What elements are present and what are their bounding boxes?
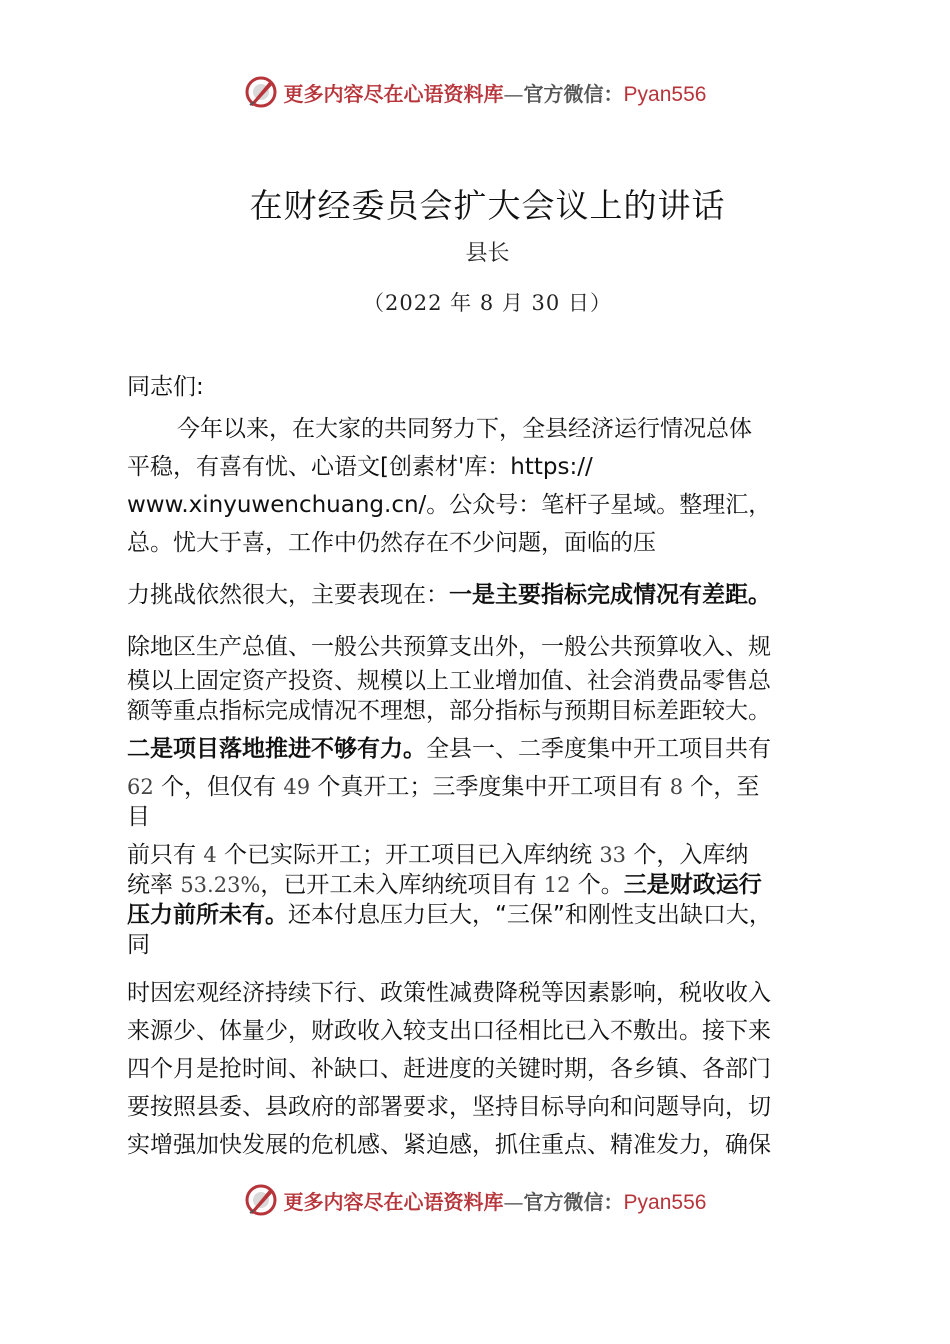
paragraph-line: 实增强加快发展的危机感、紧迫感，抓住重点、精准发力，确保 [127, 1132, 771, 1158]
number-run: 8 [669, 775, 684, 799]
bold-heading-three-cont: 压力前所未有。 [127, 902, 288, 928]
number-run: 33 [599, 843, 627, 867]
paragraph-line: 今年以来，在大家的共同努力下，全县经济运行情况总体 [177, 416, 752, 442]
header-watermark-banner [0, 72, 950, 112]
banner-wechat-id: Pyan556 [623, 82, 707, 106]
text-run: 个。 [570, 872, 624, 898]
number-run: 4 [203, 843, 217, 867]
paragraph-line [127, 900, 847, 930]
bold-heading-one: 一是主要指标完成情况有差距。 [449, 582, 771, 608]
paragraph-line: 除地区生产总值、一般公共预算支出外，一般公共预算收入、规 [127, 634, 771, 660]
paragraph-line [127, 734, 847, 764]
text-run: 个已实际开工；开工项目已入库纳统 [216, 842, 600, 868]
banner-wechat-id: Pyan556 [623, 1190, 707, 1214]
banner-main-text: 更多内容尽在心语资料库 [283, 81, 504, 106]
number-run: 62 [127, 775, 154, 799]
paragraph-line: 时因宏观经济持续下行、政策性减费降税等因素影响，税收收入 [127, 980, 771, 1006]
document-body [127, 368, 847, 1164]
paragraph-line: 目 [127, 804, 150, 830]
salutation: 同志们: [127, 374, 204, 400]
quill-seal-icon [244, 75, 278, 109]
paragraph-line: 要按照县委、县政府的部署要求，坚持目标导向和问题导向，切 [127, 1094, 771, 1120]
document-date: （2022 年 8 月 30 日） [363, 291, 612, 315]
banner-dash: — [503, 81, 524, 106]
footer-watermark-banner [0, 1180, 950, 1220]
banner-dash: — [503, 1189, 524, 1214]
text-run: ，已开工未入库纳统项目有 [260, 872, 544, 898]
bold-heading-two: 二是项目落地推进不够有力。 [127, 736, 426, 762]
text-run: 还本付息压力巨大，“三保”和刚性支出缺口大， [288, 902, 772, 928]
banner-wechat-label: 官方微信： [523, 1189, 624, 1214]
paragraph-line: 来源少、体量少，财政收入较支出口径相比已入不敷出。接下来 [127, 1018, 771, 1044]
text-run: 全县一、二季度集中开工项目共有 [426, 736, 771, 762]
paragraph-line: 同 [127, 932, 150, 958]
document-speaker: 县长 [465, 241, 510, 266]
quill-seal-icon [244, 1183, 278, 1217]
paragraph-line: 额等重点指标完成情况不理想，部分指标与预期目标差距较大。 [127, 698, 771, 724]
text-run: 前只有 [127, 842, 204, 868]
text-run: 力挑战依然很大，主要表现在： [127, 582, 449, 608]
number-run: 49 [283, 775, 311, 799]
text-run: 个真开工；三季度集中开工项目有 [310, 774, 670, 800]
paragraph-line [127, 772, 847, 802]
banner-main-text: 更多内容尽在心语资料库 [283, 1189, 504, 1214]
number-run: 12 [543, 873, 571, 897]
number-run: 53.23% [180, 873, 261, 897]
paragraph-line: www.xinyuwenchuang.cn/。公众号：笔杆子星域。整理汇， [127, 492, 772, 518]
text-run: 个，入库纳 [626, 842, 749, 868]
bold-heading-three: 三是财政运行 [623, 872, 762, 898]
paragraph-line: 模以上固定资产投资、规模以上工业增加值、社会消费品零售总 [127, 668, 771, 694]
text-run: 个，至 [683, 774, 760, 800]
banner-text [284, 78, 707, 107]
paragraph-line: 平稳，有喜有忧、心语文[创素材'库：https:// [127, 454, 593, 480]
paragraph-line: 总。忧大于喜，工作中仍然存在不少问题，面临的压 [127, 530, 656, 556]
text-run: 个，但仅有 [153, 774, 284, 800]
paragraph-line: 四个月是抢时间、补缺口、赶进度的关键时期，各乡镇、各部门 [127, 1056, 771, 1082]
text-run: 统率 [127, 872, 181, 898]
document-title: 在财经委员会扩大会议上的讲话 [249, 186, 726, 225]
banner-text [284, 1186, 707, 1215]
banner-wechat-label: 官方微信： [523, 81, 624, 106]
paragraph-line [127, 576, 847, 614]
paragraph-line [127, 870, 847, 900]
paragraph-line [127, 840, 847, 870]
